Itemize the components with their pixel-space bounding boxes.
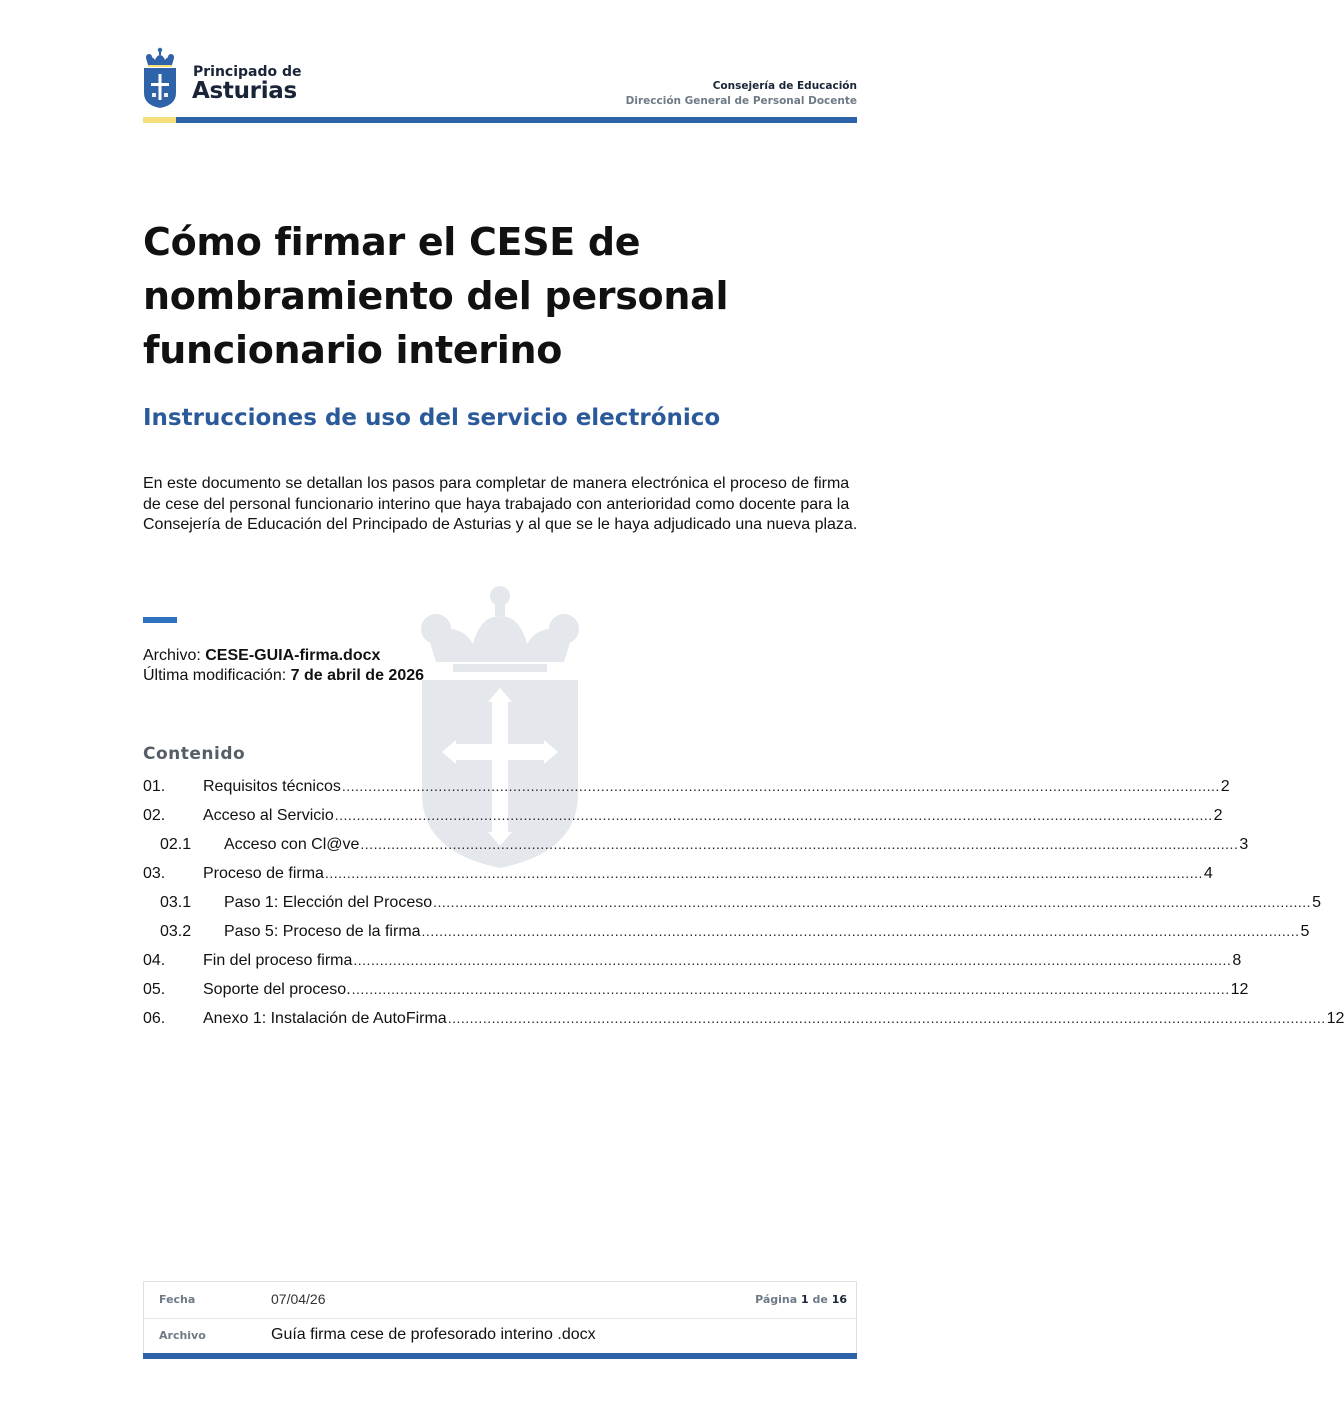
modified-info (143, 667, 424, 685)
toc-entry-number: 04. (143, 952, 166, 969)
toc-leader-dots: ........................................................................................................................................................................................................ (360, 836, 1239, 852)
toc-entry[interactable] (143, 1010, 1344, 1039)
toc-leader-dots: ........................................................................................................................................................................................................ (351, 981, 1230, 997)
toc-leader-dots: ........................................................................................................................................................................................................ (447, 1010, 1326, 1026)
footer-date-value: 07/04/26 (271, 1291, 326, 1307)
toc-entry-number: 01. (143, 778, 166, 795)
asturias-shield-icon (143, 47, 177, 109)
modified-value: 7 de abril de 2026 (290, 667, 425, 684)
logo-text-line1: Principado de (193, 64, 302, 80)
page-word: Página (755, 1293, 798, 1306)
toc-entry-number: 03. (143, 865, 166, 882)
toc-subentry[interactable] (143, 894, 1321, 923)
toc-entry-page: 2 (1213, 807, 1223, 824)
toc-entry-text: Requisitos técnicos (203, 778, 341, 795)
section-accent-bar (143, 617, 177, 623)
modified-label: Última modificación: (143, 667, 291, 684)
page-number (755, 1293, 847, 1306)
footer-table (143, 1281, 857, 1359)
department-name: Consejería de Educación (712, 80, 857, 92)
toc-entry[interactable] (143, 778, 1230, 807)
footer-row-date (144, 1282, 856, 1319)
toc-entry[interactable] (143, 865, 1213, 894)
document-subtitle: Instrucciones de uso del servicio electrónico (143, 405, 721, 431)
footer-file-value: Guía firma cese de profesorado interino .docx (271, 1326, 596, 1343)
document-title-line3: funcionario interino (143, 328, 563, 372)
toc-entry-text: Paso 5: Proceso de la firma (224, 923, 421, 940)
toc-entry-number: 03.2 (160, 923, 192, 940)
page-of: de (812, 1293, 828, 1306)
toc-leader-dots: ........................................................................................................................................................................................................ (421, 923, 1300, 939)
header-accent-blue (176, 117, 857, 123)
logo-text-line2: Asturias (192, 78, 297, 104)
toc-entry-text: Acceso con Cl@ve (224, 836, 360, 853)
page-total: 16 (831, 1293, 847, 1306)
toc-entry-page: 12 (1326, 1010, 1344, 1027)
footer-file-label: Archivo (159, 1329, 206, 1342)
toc-entry-page: 3 (1239, 836, 1249, 853)
document-title-line1: Cómo firmar el CESE de (143, 220, 641, 264)
toc-leader-dots: ........................................................................................................................................................................................................ (341, 778, 1220, 794)
toc-entry[interactable] (143, 981, 1249, 1010)
toc-entry-text: Paso 1: Elección del Proceso (224, 894, 433, 911)
toc-subentry[interactable] (143, 923, 1310, 952)
table-of-contents (143, 778, 1344, 1039)
toc-entry-page: 2 (1220, 778, 1230, 795)
toc-entry-page: 8 (1232, 952, 1242, 969)
page-current: 1 (801, 1293, 809, 1306)
file-info (143, 647, 380, 665)
file-value: CESE-GUIA-firma.docx (205, 647, 381, 664)
toc-subentry[interactable] (143, 836, 1249, 865)
document-title (143, 215, 863, 377)
footer-date-label: Fecha (159, 1293, 196, 1306)
toc-entry-number: 02. (143, 807, 166, 824)
intro-paragraph: En este documento se detallan los pasos para completar de manera electrónica el proceso de firma de cese del personal funcionario interino que haya trabajado con anterioridad como docente para la Consejería de Educación del Principado de Asturias y al que se le haya adjudicado una nueva plaza. (143, 475, 858, 533)
toc-entry-page: 5 (1312, 894, 1321, 911)
footer-accent-blue (143, 1353, 857, 1359)
toc-entry-page: 5 (1300, 923, 1310, 940)
toc-entry-number: 06. (143, 1010, 166, 1027)
toc-title: Contenido (143, 744, 246, 764)
file-label: Archivo: (143, 647, 206, 664)
toc-entry-number: 03.1 (160, 894, 192, 911)
toc-entry-number: 02.1 (160, 836, 192, 853)
toc-entry-number: 05. (143, 981, 166, 998)
toc-entry-page: 12 (1230, 981, 1249, 998)
toc-leader-dots: ........................................................................................................................................................................................................ (353, 952, 1232, 968)
toc-entry-text: Proceso de firma (203, 865, 324, 882)
directorate-name: Dirección General de Personal Docente (625, 95, 857, 107)
toc-entry-text: Acceso al Servicio (203, 807, 334, 824)
toc-leader-dots: ........................................................................................................................................................................................................ (334, 807, 1213, 823)
toc-leader-dots: ........................................................................................................................................................................................................ (433, 894, 1312, 910)
toc-leader-dots: ........................................................................................................................................................................................................ (324, 865, 1203, 881)
footer-row-file (144, 1318, 856, 1354)
toc-entry-text: Fin del proceso firma (203, 952, 353, 969)
header-accent-yellow (143, 117, 176, 123)
toc-entry[interactable] (143, 952, 1242, 981)
toc-entry-text: Anexo 1: Instalación de AutoFirma (203, 1010, 447, 1027)
document-title-line2: nombramiento del personal (143, 274, 729, 318)
toc-entry[interactable] (143, 807, 1223, 836)
toc-entry-text: Soporte del proceso. (203, 981, 351, 998)
toc-entry-page: 4 (1203, 865, 1213, 882)
